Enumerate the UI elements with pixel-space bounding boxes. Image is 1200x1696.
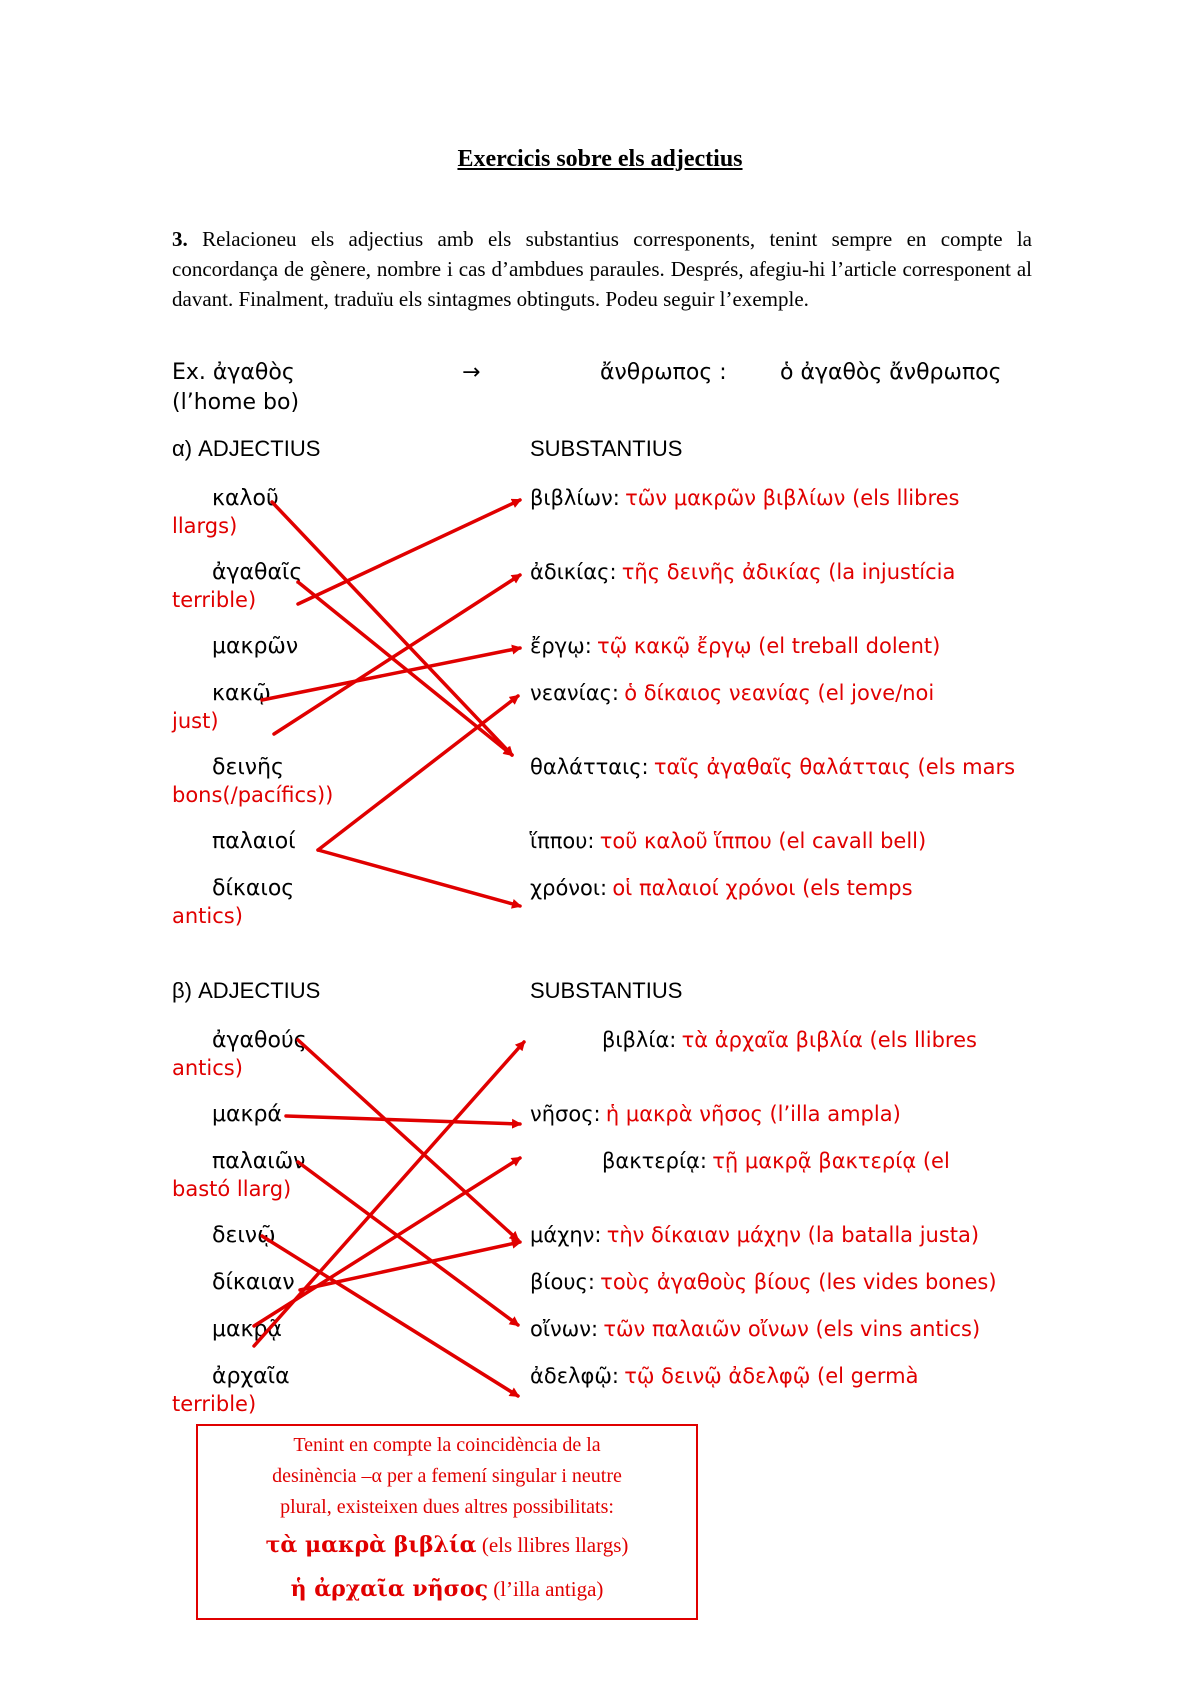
note-line-3: plural, existeixen dues altres possibilitats: [280,1496,614,1518]
answer-a-1: τῆς δεινῆς ἀδικίας (la injustícia [621,560,956,584]
note-option-1 [198,1523,696,1567]
exercise-number: 3. [172,227,188,251]
answer-a-0: τῶν μακρῶν βιβλίων (els llibres [625,486,960,510]
answer-b-1: ἡ μακρὰ νῆσος (l’illa ampla) [605,1102,901,1126]
answer-a-4-wrap: bons(/pacífics)) [172,783,334,807]
answer-b-0: τὰ ἀρχαῖα βιβλία (els llibres [681,1028,977,1052]
noun-b-4: βίους: [530,1270,595,1294]
answer-a-6-wrap: antics) [172,904,243,928]
section-b-nouns-heading: SUBSTANTIUS [530,978,683,1003]
section-a-nouns-heading: SUBSTANTIUS [530,436,683,461]
arrow-a-dikaios [318,696,518,850]
note-line-1: Tenint en compte la coincidència de la [293,1434,601,1456]
arrow-a-palaioi [318,850,520,906]
answer-b-3: τὴν δίκαιαν μάχην (la batalla justa) [606,1223,980,1247]
note-option-2 [198,1567,696,1611]
adjective-a-0: καλοῦ [212,486,279,511]
answer-b-0-wrap: antics) [172,1056,243,1080]
noun-b-2: βακτερίᾳ: [602,1149,707,1173]
answer-a-6: οἱ παλαιοί χρόνοι (els temps [612,876,913,900]
arrow-b-palaion [298,1162,518,1325]
noun-a-2: ἔργῳ: [530,634,592,658]
noun-a-5: ἵππου: [530,829,595,853]
adjective-b-2: παλαιῶν [212,1149,306,1174]
adjective-a-1: ἀγαθαῖς [212,560,303,585]
note-option-2-translation: (l’illa antiga) [493,1577,604,1601]
arrow-a-agathais [298,582,512,755]
example-noun: ἄνθρωπος : [600,360,727,385]
answer-a-4: ταῖς ἀγαθαῖς θαλάτταις (els mars [653,755,1016,779]
noun-a-1: ἀδικίας: [530,560,617,584]
arrow-b-dikaian [300,1242,520,1290]
adjective-b-1: μακρά [212,1102,282,1127]
noun-b-5: οἴνων: [530,1317,599,1341]
note-box [196,1424,698,1620]
answer-b-2: τῇ μακρᾷ βακτερίᾳ (el [712,1149,950,1173]
arrow-b-agathous [298,1040,518,1240]
answer-a-2: τῷ κακῷ ἔργῳ (el treball dolent) [597,634,941,658]
section-b-adjectives-heading: β) ADJECTIUS [172,978,321,1003]
exercise-text: Relacioneu els adjectius amb els substantius corresponents, tenint sempre en compte la concordança de gènere, nombre i cas d’ambdues paraules. Després, afegiu-hi l’article corresponent al davant. Finalment, traduïu els sintagmes obtinguts. Podeu seguir l’exemple. [172,227,1032,311]
answer-a-3: ὁ δίκαιος νεανίας (el jove/noi [624,681,935,705]
adjective-a-3: κακῷ [212,681,271,706]
noun-a-0: βιβλίων: [530,486,620,510]
adjective-b-4: δίκαιαν [212,1270,295,1295]
answer-a-0-wrap: llargs) [172,514,238,538]
noun-b-0: βιβλία: [602,1028,677,1052]
answer-b-6: τῷ δεινῷ ἀδελφῷ (el germà [624,1364,919,1388]
adjective-a-2: μακρῶν [212,634,299,659]
noun-a-6: χρόνοι: [530,876,608,900]
answer-a-5: τοῦ καλοῦ ἵππου (el cavall bell) [599,829,927,853]
example-arrow: → [462,360,481,385]
noun-b-3: μάχην: [530,1223,602,1247]
answer-b-4: τοὺς ἀγαθοὺς βίους (les vides bones) [600,1270,997,1294]
answer-a-3-wrap: just) [172,709,219,733]
page-title: Exercicis sobre els adjectius [457,146,743,172]
answer-a-1-wrap: terrible) [172,588,257,612]
arrow-b-deino [262,1236,518,1396]
adjective-a-6: δίκαιος [212,876,295,901]
example-prefix: Ex. ἀγαθὸς [172,360,295,385]
note-option-1-greek: τὰ μακρὰ βιβλία [265,1532,477,1558]
adjective-a-5: παλαιοί [212,829,296,854]
note-option-2-greek: ἡ ἀρχαῖα νῆσος [290,1576,488,1602]
example-result: ὁ ἀγαθὸς ἄνθρωπος [780,360,1002,385]
note-line-2: desinència –α per a femení singular i neutre [272,1465,622,1487]
noun-a-4: θαλάτταις: [530,755,649,779]
answer-b-5: τῶν παλαιῶν οἴνων (els vins antics) [603,1317,981,1341]
arrow-a-makron [298,500,520,604]
adjective-b-0: ἀγαθούς [212,1028,307,1053]
arrow-b-makra [286,1116,520,1124]
adjective-b-3: δεινῷ [212,1223,276,1248]
note-option-1-translation: (els llibres llargs) [481,1533,629,1557]
noun-b-1: νῆσος: [530,1102,601,1126]
example-translation: (l’home bo) [172,390,300,415]
arrow-a-kalou [272,502,512,755]
adjective-a-4: δεινῆς [212,755,284,780]
noun-b-6: ἀδελφῷ: [530,1364,619,1388]
section-a-adjectives-heading: α) ADJECTIUS [172,436,321,461]
answer-b-6-wrap: terrible) [172,1392,257,1416]
noun-a-3: νεανίας: [530,681,620,705]
adjective-b-5: μακρᾷ [212,1317,282,1342]
answer-b-2-wrap: bastó llarg) [172,1177,292,1201]
adjective-b-6: ἀρχαῖα [212,1364,290,1389]
